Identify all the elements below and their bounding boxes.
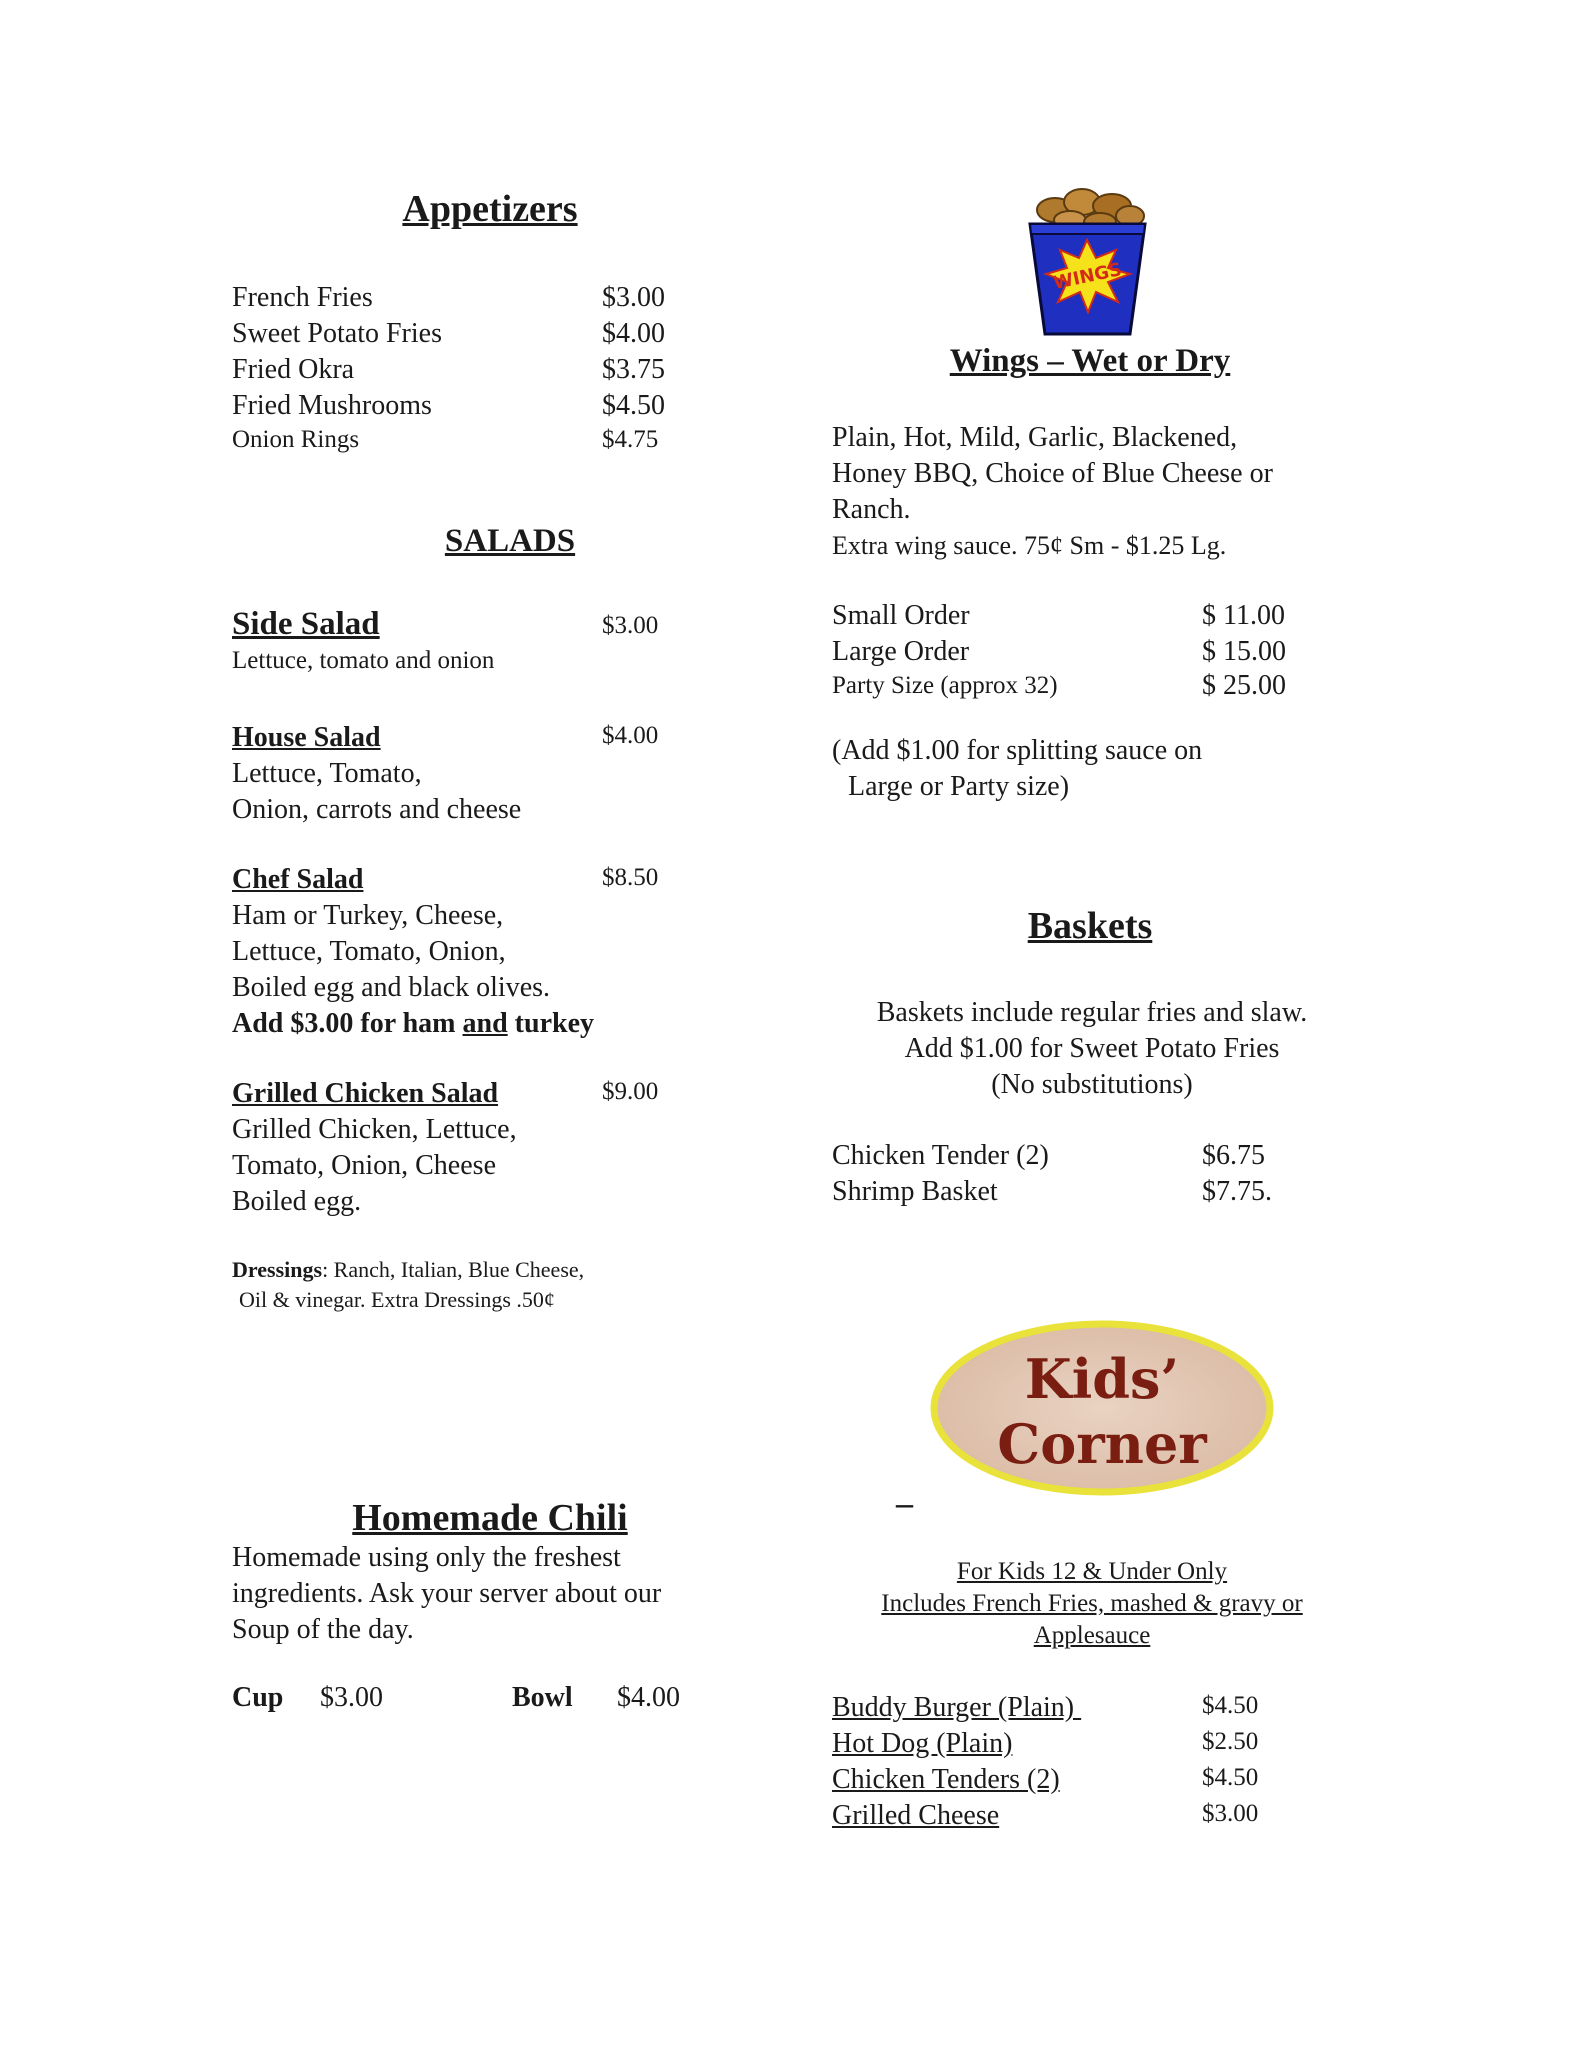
note-line: (Add $1.00 for splitting sauce on [832, 735, 1203, 766]
item-price: $3.00 [602, 612, 659, 639]
menu-item [832, 1174, 1312, 1210]
salads-heading: SALADS [444, 523, 576, 559]
item-price: $ 25.00 [1202, 670, 1286, 701]
item-name: Onion Rings [232, 426, 360, 453]
chili-heading: Homemade Chili [352, 1497, 628, 1539]
item-price: $4.75 [602, 426, 659, 453]
item-name: Hot Dog (Plain) [832, 1728, 1013, 1759]
chef-salad-note [232, 1006, 594, 1042]
item-price: $2.50 [1202, 1728, 1259, 1755]
item-price: $8.50 [602, 864, 659, 891]
menu-item [832, 1138, 1312, 1174]
item-price: $6.75 [1202, 1140, 1265, 1171]
wings-bucket-logo [1020, 182, 1155, 337]
house-salad-desc [232, 756, 521, 828]
desc-line: Honey BBQ, Choice of Blue Cheese or [832, 458, 1273, 489]
dressings-text: : Ranch, Italian, Blue Cheese, [322, 1257, 585, 1282]
item-name: Side Salad [232, 606, 380, 642]
item-price: $4.50 [1202, 1764, 1259, 1791]
item-name: Fried Mushrooms [232, 390, 432, 421]
cup-label: Cup [232, 1682, 284, 1713]
desc-line: Tomato, Onion, Cheese [232, 1150, 496, 1181]
chef-salad-desc [232, 898, 594, 1042]
item-price: $4.50 [602, 390, 665, 421]
desc-line: Boiled egg and black olives. [232, 972, 551, 1003]
dressings-label: Dressings [232, 1257, 323, 1282]
desc-line: ingredients. Ask your server about our [232, 1578, 662, 1609]
item-name: Shrimp Basket [832, 1176, 998, 1207]
cup-price: $3.00 [320, 1682, 383, 1713]
item-name: Grilled Cheese [832, 1800, 1000, 1831]
menu-item [832, 1798, 1312, 1834]
item-name: Large Order [832, 636, 970, 667]
desc-line: Includes French Fries, mashed & gravy or [881, 1590, 1303, 1617]
note-text: turkey [507, 1008, 594, 1039]
side-salad [232, 604, 682, 644]
menu-item [232, 280, 682, 316]
wings-heading: Wings – Wet or Dry [949, 343, 1231, 379]
kids-corner-badge-icon [928, 1318, 1276, 1498]
desc-line: Lettuce, Tomato, [232, 758, 422, 789]
menu-item [832, 634, 1312, 670]
desc-line: Homemade using only the freshest [232, 1542, 621, 1573]
note-text: Add $3.00 for ham [232, 1008, 463, 1039]
desc-line: Boiled egg. [232, 1186, 362, 1217]
wings-bucket-icon [1020, 182, 1155, 337]
desc-line: Grilled Chicken, Lettuce, [232, 1114, 517, 1145]
menu-item [832, 1762, 1312, 1798]
item-name: Chicken Tenders (2) [832, 1764, 1060, 1795]
side-salad-desc: Lettuce, tomato and onion [232, 647, 495, 674]
menu-item [832, 1690, 1312, 1726]
item-name: House Salad [232, 722, 381, 753]
appetizers-heading: Appetizers [402, 188, 578, 230]
desc-line: Baskets include regular fries and slaw. [876, 997, 1308, 1028]
item-name: Sweet Potato Fries [232, 318, 442, 349]
menu-item [832, 598, 1312, 634]
menu-item [232, 388, 682, 424]
item-name: Chef Salad [232, 864, 364, 895]
item-name: Buddy Burger (Plain) [832, 1692, 1082, 1723]
desc-line: (No substitutions) [991, 1069, 1193, 1100]
chef-salad [232, 862, 682, 898]
dressings-note [232, 1255, 584, 1315]
note-line: Large or Party size) [848, 771, 1070, 802]
item-name: Party Size (approx 32) [832, 672, 1058, 699]
item-price: $3.00 [602, 282, 665, 313]
chili-prices [232, 1680, 732, 1716]
item-name: Small Order [832, 600, 970, 631]
item-price: $4.00 [602, 722, 659, 749]
item-name: Fried Okra [232, 354, 355, 385]
svg-text:Corner: Corner [997, 1412, 1207, 1476]
desc-line: Ranch. [832, 494, 911, 525]
grilled-chicken-salad [232, 1076, 682, 1112]
svg-text:Kids’: Kids’ [1024, 1347, 1180, 1411]
menu-item [232, 424, 682, 460]
item-price: $4.00 [602, 318, 665, 349]
desc-line: Soup of the day. [232, 1614, 414, 1645]
desc-line: Ham or Turkey, Cheese, [232, 900, 504, 931]
dressings-text-2: Oil & vinegar. Extra Dressings .50¢ [239, 1287, 555, 1312]
note-and: and [462, 1008, 508, 1039]
item-price: $3.00 [1202, 1800, 1259, 1827]
item-price: $ 15.00 [1202, 636, 1286, 667]
menu-item [232, 316, 682, 352]
desc-line: Add $1.00 for Sweet Potato Fries [904, 1033, 1280, 1064]
desc-line: Onion, carrots and cheese [232, 794, 522, 825]
desc-line: Lettuce, Tomato, Onion, [232, 936, 506, 967]
item-price: $3.75 [602, 354, 665, 385]
wings-split-note [832, 733, 1202, 805]
kids-corner-logo [928, 1318, 1276, 1498]
desc-line: Plain, Hot, Mild, Garlic, Blackened, [832, 422, 1238, 453]
menu-item [232, 352, 682, 388]
item-price: $7.75. [1202, 1176, 1272, 1207]
svg-text:WINGS: WINGS [1051, 259, 1124, 295]
bowl-price: $4.00 [617, 1682, 680, 1713]
item-name: Chicken Tender (2) [832, 1140, 1049, 1171]
house-salad [232, 720, 682, 756]
menu-item [832, 670, 1312, 706]
item-price: $ 11.00 [1202, 600, 1285, 631]
item-price: $4.50 [1202, 1692, 1259, 1719]
kids-dash: – [896, 1485, 913, 1522]
item-name: Grilled Chicken Salad [232, 1078, 499, 1109]
desc-line: Applesauce [1033, 1622, 1151, 1649]
bowl-label: Bowl [512, 1682, 573, 1713]
wings-desc [832, 420, 1273, 564]
item-price: $9.00 [602, 1078, 659, 1105]
menu-item [832, 1726, 1312, 1762]
baskets-heading: Baskets [1027, 905, 1153, 947]
baskets-desc [832, 995, 1352, 1103]
desc-line: For Kids 12 & Under Only [956, 1558, 1228, 1585]
kids-desc [832, 1556, 1352, 1652]
chili-desc [232, 1540, 661, 1648]
grilled-chicken-salad-desc [232, 1112, 517, 1220]
item-name: French Fries [232, 282, 373, 313]
desc-line: Extra wing sauce. 75¢ Sm - $1.25 Lg. [832, 531, 1227, 560]
